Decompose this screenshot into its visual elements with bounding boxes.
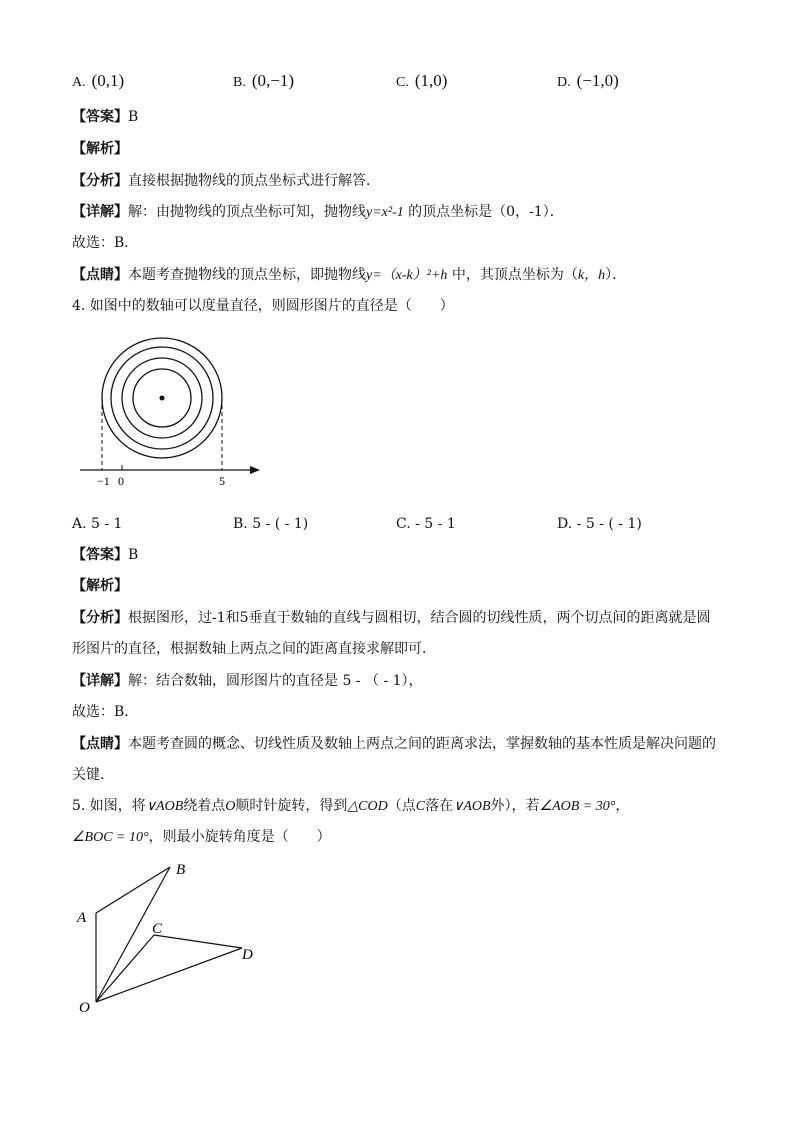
dianjing-label: 【点睛】 bbox=[72, 736, 128, 752]
vertex-coords: k，h bbox=[577, 268, 606, 283]
dianjing-text-mid: 中，其顶点坐标为（ bbox=[447, 267, 578, 283]
fenxi-text: 直接根据抛物线的顶点坐标式进行解答． bbox=[128, 173, 380, 189]
dianjing-text-cont: 关键． bbox=[72, 767, 114, 783]
question-stem: 4. 如图中的数轴可以度量直径，则圆形图片的直径是（ ） bbox=[72, 298, 454, 314]
option-letter: A. bbox=[72, 75, 86, 90]
analysis-label: 【解析】 bbox=[72, 141, 128, 157]
vertex-form-formula: y=（x-k）²+h bbox=[366, 268, 448, 283]
answer-value: B bbox=[128, 109, 139, 125]
option-value: (0,1) bbox=[91, 71, 125, 90]
option-letter: B. bbox=[233, 516, 248, 532]
option-letter: A. bbox=[72, 516, 87, 532]
stem-text: ，则最小旋转角度是（ ） bbox=[148, 829, 331, 845]
option-value: 5 - ( - 1) bbox=[252, 516, 309, 532]
point-o-label: O bbox=[225, 799, 236, 814]
option-letter: D. bbox=[557, 75, 571, 90]
q4-stem bbox=[72, 297, 454, 315]
q3-dianjing bbox=[72, 266, 626, 285]
q4-xiangjie bbox=[72, 672, 423, 690]
dianjing-label: 【点睛】 bbox=[72, 267, 128, 283]
angle-boc-value: ∠BOC = 10° bbox=[72, 830, 149, 845]
q4-analysis-heading bbox=[72, 577, 128, 595]
q4-dianjing bbox=[72, 735, 716, 753]
angle-aob-symbol: ∨AOB bbox=[145, 799, 184, 814]
q3-xiangjie bbox=[72, 203, 564, 222]
xiangjie-text: 解：结合数轴，圆形图片的直径是 5 - （ - 1）， bbox=[128, 673, 423, 689]
stem-text: 外），若 bbox=[490, 798, 540, 814]
parabola-formula: y=x²-1 bbox=[366, 205, 404, 220]
q3-fenxi bbox=[72, 172, 380, 190]
option-letter: B. bbox=[233, 75, 246, 90]
dianjing-text-end: ）． bbox=[605, 267, 627, 283]
option-letter: C. bbox=[396, 516, 411, 532]
q5-figure bbox=[70, 855, 270, 1025]
option-letter: C. bbox=[396, 75, 409, 90]
point-c-label: C bbox=[415, 799, 426, 814]
dianjing-text: 本题考查圆的概念、切线性质及数轴上两点之间的距离求法，掌握数轴的基本性质是解决问题的 bbox=[128, 736, 716, 752]
segment-od bbox=[96, 948, 242, 1002]
label-d: D bbox=[242, 947, 253, 963]
stem-text: 5. 如图，将 bbox=[72, 798, 146, 814]
option-letter: D. bbox=[557, 516, 573, 532]
choose-text: 故选：B． bbox=[72, 704, 139, 720]
q4-option-d bbox=[557, 515, 642, 533]
q3-choose bbox=[72, 234, 138, 252]
stem-text: （点 bbox=[387, 798, 416, 814]
tick-label-5: 5 bbox=[219, 474, 225, 488]
q4-option-a bbox=[72, 515, 122, 533]
angle-aob-value: ∠AOB = 30° bbox=[539, 799, 616, 814]
fenxi-label: 【分析】 bbox=[72, 610, 128, 626]
axis-arrow-icon bbox=[250, 466, 260, 474]
triangle-cod-symbol: △COD bbox=[347, 799, 388, 814]
q4-fenxi bbox=[72, 609, 711, 627]
label-b: B bbox=[176, 862, 186, 878]
fenxi-text-cont: 形图片的直径，根据数轴上两点之间的距离直接求解即可． bbox=[72, 641, 436, 657]
segment-ab bbox=[96, 867, 170, 913]
option-value: - 5 - 1 bbox=[410, 516, 456, 532]
segment-oc bbox=[96, 935, 154, 1002]
answer-label: 【答案】 bbox=[72, 109, 128, 125]
answer-label: 【答案】 bbox=[72, 547, 128, 563]
q3-option-d bbox=[557, 72, 619, 92]
option-value: 5 - 1 bbox=[91, 516, 123, 532]
option-value: - 5 - ( - 1) bbox=[572, 516, 642, 532]
xiangjie-text: 解：由抛物线的顶点坐标可知，抛物线 bbox=[128, 204, 366, 220]
label-c: C bbox=[152, 921, 163, 937]
q4-option-c bbox=[396, 515, 456, 533]
q3-answer bbox=[72, 108, 138, 126]
q4-answer bbox=[72, 546, 138, 564]
stem-text: 绕着点 bbox=[183, 798, 226, 814]
answer-value: B bbox=[128, 547, 139, 563]
stem-text: 顺时针旋转，得到 bbox=[235, 798, 348, 814]
label-o: O bbox=[79, 1000, 90, 1016]
q3-option-b bbox=[233, 72, 294, 92]
analysis-label: 【解析】 bbox=[72, 578, 128, 594]
stem-text: ， bbox=[615, 798, 630, 814]
angle-aob-symbol: ∨AOB bbox=[453, 799, 491, 814]
tick-label-0: 0 bbox=[118, 474, 124, 488]
q4-fenxi-cont bbox=[72, 640, 436, 658]
q4-choose bbox=[72, 703, 138, 721]
stem-text: 落在 bbox=[425, 798, 454, 814]
q5-stem-line2 bbox=[72, 828, 331, 847]
dianjing-text: 本题考查抛物线的顶点坐标，即抛物线 bbox=[128, 267, 366, 283]
center-point bbox=[160, 396, 165, 401]
q3-option-c bbox=[396, 72, 447, 92]
tick-label-neg1: −1 bbox=[97, 474, 110, 488]
choose-text: 故选：B． bbox=[72, 235, 139, 251]
label-a: A bbox=[77, 910, 87, 926]
q5-stem-line1 bbox=[72, 797, 629, 816]
xiangjie-label: 【详解】 bbox=[72, 204, 128, 220]
fenxi-label: 【分析】 bbox=[72, 173, 128, 189]
xiangjie-text-end: 的顶点坐标是（0，-1）． bbox=[403, 204, 564, 220]
q3-analysis-heading bbox=[72, 140, 128, 158]
segment-cd bbox=[154, 935, 242, 948]
option-value: (1,0) bbox=[414, 71, 448, 90]
q4-option-b bbox=[233, 515, 308, 533]
option-value: (−1,0) bbox=[576, 71, 619, 90]
xiangjie-label: 【详解】 bbox=[72, 673, 128, 689]
q4-figure bbox=[70, 330, 280, 490]
q3-option-a bbox=[72, 72, 124, 92]
fenxi-text: 根据图形，过-1和5垂直于数轴的直线与圆相切，结合圆的切线性质，两个切点间的距离就是圆 bbox=[128, 610, 711, 626]
option-value: (0,−1) bbox=[251, 71, 295, 90]
q4-dianjing-cont bbox=[72, 766, 114, 784]
